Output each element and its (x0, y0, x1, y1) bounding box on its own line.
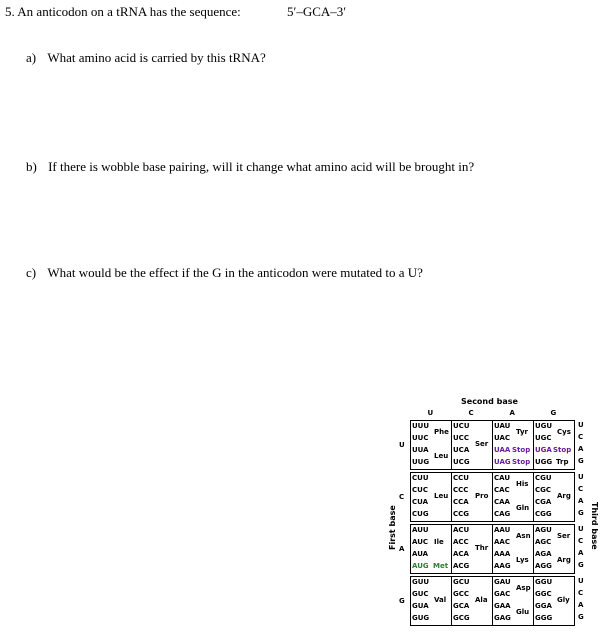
first-base-title: First base (388, 505, 397, 550)
amino-acid-gln: Gln (516, 504, 530, 512)
codon-caa: CAA (494, 498, 510, 506)
third-base-label: U (578, 577, 584, 585)
codon-aga: AGA (535, 550, 552, 558)
amino-acid-thr: Thr (475, 544, 489, 552)
codon-uug: UUG (412, 458, 430, 466)
codon-gcu: GCU (453, 578, 470, 586)
codon-acc: ACC (453, 538, 469, 546)
codon-ggu: GGU (535, 578, 553, 586)
third-base-label: U (578, 525, 584, 533)
amino-acid-leu: Leu (434, 452, 449, 460)
codon-ccg: CCG (453, 510, 470, 518)
codon-uau: UAU (494, 422, 511, 430)
codon-cug: CUG (412, 510, 429, 518)
part-c-text: What would be the effect if the G in the anticodon were mutated to a U? (47, 265, 423, 280)
third-base-label: A (578, 497, 584, 505)
codon-uac: UAC (494, 434, 511, 442)
stop-codon-label: Stop (553, 446, 572, 454)
third-base-label: U (578, 473, 584, 481)
third-base-label: G (578, 561, 584, 569)
sequence-text: 5′–GCA–3′ (287, 4, 347, 19)
first-base-label-c: C (399, 493, 405, 501)
amino-acid-leu: Leu (434, 492, 449, 500)
amino-acid-gly: Gly (557, 596, 570, 604)
codon-ugc: UGC (535, 434, 552, 442)
codon-acu: ACU (453, 526, 470, 534)
codon-ccu: CCU (453, 474, 469, 482)
codon-aug: AUG (412, 562, 429, 570)
codon-ggc: GGC (535, 590, 552, 598)
first-base-label-g: G (399, 597, 405, 605)
codon-cgc: CGC (535, 486, 552, 494)
amino-acid-glu: Glu (516, 608, 530, 616)
codon-agu: AGU (535, 526, 552, 534)
codon-gaa: GAA (494, 602, 511, 610)
third-base-label: G (578, 613, 584, 621)
amino-acid-ser: Ser (475, 440, 489, 448)
third-base-title: Third base (590, 502, 599, 550)
second-base-label-g: G (550, 409, 557, 417)
anticodon-sequence (287, 4, 346, 20)
codon-ucu: UCU (453, 422, 470, 430)
amino-acid-val: Val (434, 596, 447, 604)
codon-auc: AUC (412, 538, 429, 546)
part-a-label: a) (26, 50, 37, 65)
question-5-text: 5. An anticodon on a tRNA has the sequence: (5, 4, 241, 19)
codon-gca: GCA (453, 602, 470, 610)
codon-cca: CCA (453, 498, 469, 506)
codon-ggg: GGG (535, 614, 553, 622)
codon-uga: UGA (535, 446, 552, 454)
codon-cuu: CUU (412, 474, 429, 482)
codon-agg: AGG (535, 562, 552, 570)
codon-ccc: CCC (453, 486, 469, 494)
codon-uua: UUA (412, 446, 429, 454)
codon-uca: UCA (453, 446, 470, 454)
codon-aac: AAC (494, 538, 510, 546)
second-base-label-c: C (468, 409, 474, 417)
codon-guc: GUC (412, 590, 429, 598)
codon-cuc: CUC (412, 486, 428, 494)
amino-acid-arg: Arg (557, 492, 571, 500)
amino-acid-his: His (516, 480, 529, 488)
codon-cgg: CGG (535, 510, 552, 518)
codon-gag: GAG (494, 614, 511, 622)
third-base-label: G (578, 509, 584, 517)
third-base-label: C (578, 537, 584, 545)
amino-acid-pro: Pro (475, 492, 489, 500)
codon-cga: CGA (535, 498, 552, 506)
question-5-prompt (5, 4, 241, 20)
third-base-label: G (578, 457, 584, 465)
codon-ucg: UCG (453, 458, 470, 466)
codon-gac: GAC (494, 590, 511, 598)
amino-acid-ile: Ile (434, 538, 444, 546)
codon-cua: CUA (412, 498, 429, 506)
codon-uag: UAG (494, 458, 511, 466)
codon-gau: GAU (494, 578, 511, 586)
question-part-c (26, 265, 423, 281)
codon-gga: GGA (535, 602, 552, 610)
first-base-label-u: U (399, 441, 405, 449)
genetic-code-table (383, 396, 598, 636)
second-base-title: Second base (461, 397, 518, 406)
codon-cac: CAC (494, 486, 510, 494)
part-b-text: If there is wobble base pairing, will it change what amino acid will be brought in? (48, 159, 475, 174)
codon-gcg: GCG (453, 614, 470, 622)
codon-cau: CAU (494, 474, 511, 482)
codon-agc: AGC (535, 538, 552, 546)
third-base-label: U (578, 421, 584, 429)
amino-acid-ala: Ala (475, 596, 488, 604)
amino-acid-phe: Phe (434, 428, 449, 436)
codon-aaa: AAA (494, 550, 511, 558)
codon-aag: AAG (494, 562, 511, 570)
third-base-label: C (578, 433, 584, 441)
question-part-a (26, 50, 266, 66)
codon-uuu: UUU (412, 422, 430, 430)
codon-ugg: UGG (535, 458, 553, 466)
codon-aca: ACA (453, 550, 469, 558)
amino-acid-met: Met (433, 562, 449, 570)
codon-guu: GUU (412, 578, 430, 586)
codon-aau: AAU (494, 526, 511, 534)
codon-ucc: UCC (453, 434, 469, 442)
part-a-text: What amino acid is carried by this tRNA? (47, 50, 266, 65)
amino-acid-arg: Arg (557, 556, 571, 564)
third-base-label: A (578, 445, 584, 453)
second-base-label-u: U (427, 409, 434, 417)
codon-acg: ACG (453, 562, 470, 570)
codon-auu: AUU (412, 526, 429, 534)
part-b-label: b) (26, 159, 37, 174)
third-base-label: A (578, 549, 584, 557)
amino-acid-asp: Asp (516, 584, 531, 592)
codon-ugu: UGU (535, 422, 553, 430)
second-base-label-a: A (509, 409, 515, 417)
amino-acid-asn: Asn (516, 532, 531, 540)
question-part-b (26, 159, 474, 175)
amino-acid-ser: Ser (557, 532, 571, 540)
codon-gua: GUA (412, 602, 429, 610)
third-base-label: A (578, 601, 584, 609)
codon-gcc: GCC (453, 590, 470, 598)
third-base-label: C (578, 589, 584, 597)
codon-aua: AUA (412, 550, 429, 558)
codon-gug: GUG (412, 614, 430, 622)
stop-codon-label: Stop (512, 446, 531, 454)
amino-acid-tyr: Tyr (516, 428, 528, 436)
part-c-label: c) (26, 265, 37, 280)
third-base-label: C (578, 485, 584, 493)
first-base-label-a: A (399, 545, 405, 553)
amino-acid-cys: Cys (557, 428, 571, 436)
amino-acid-trp: Trp (556, 458, 569, 466)
amino-acid-lys: Lys (516, 556, 529, 564)
codon-uuc: UUC (412, 434, 429, 442)
codon-cgu: CGU (535, 474, 552, 482)
stop-codon-label: Stop (512, 458, 531, 466)
codon-uaa: UAA (494, 446, 511, 454)
codon-cag: CAG (494, 510, 511, 518)
